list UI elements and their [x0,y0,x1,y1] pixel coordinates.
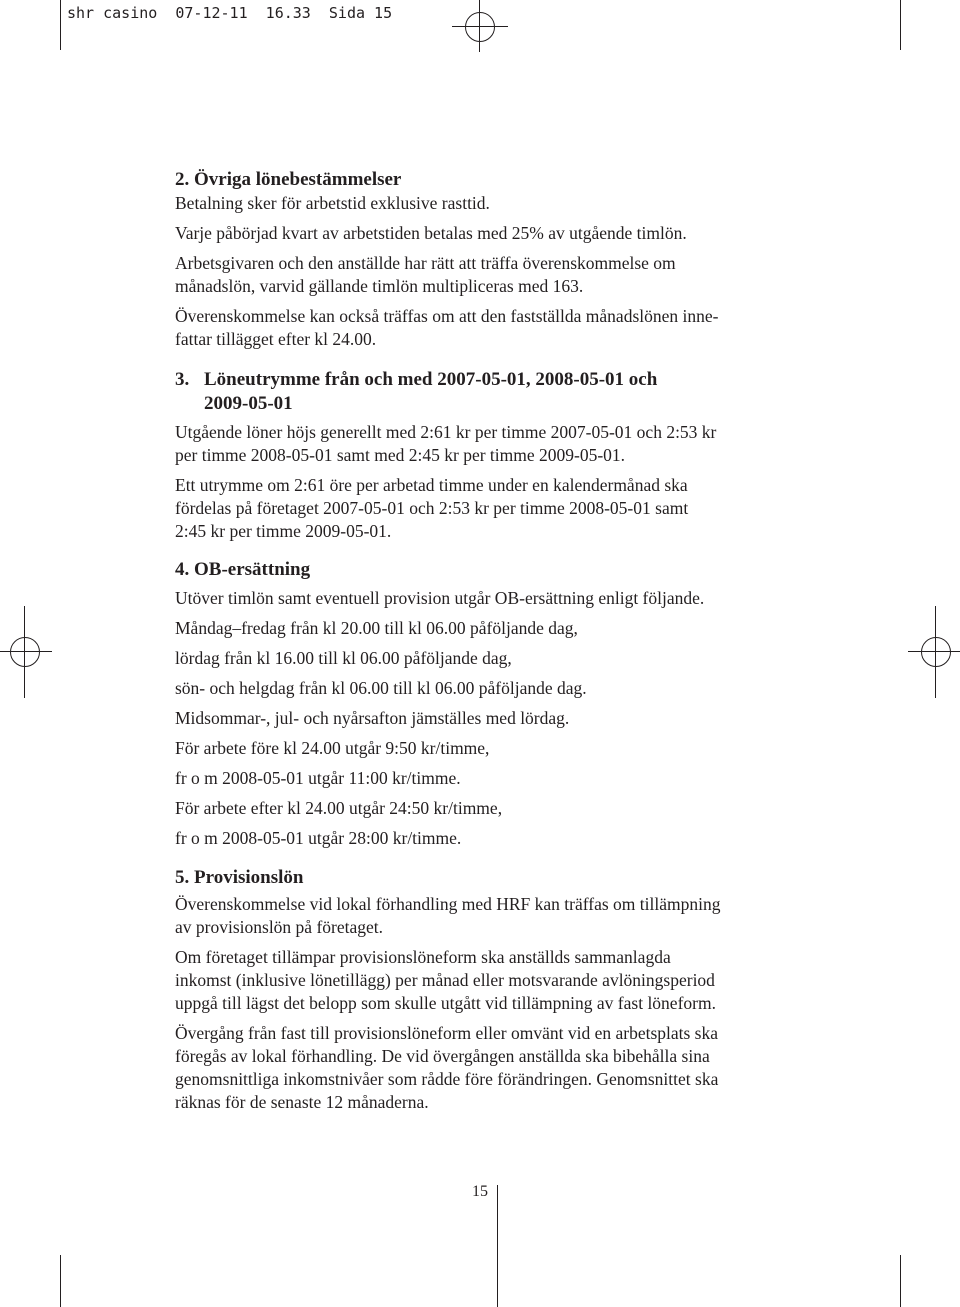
paragraph-line: föregås av lokal förhandling. De vid övergången anställda ska bibehålla sina [175,1046,710,1066]
ob-line: Utöver timlön samt eventuell provision utgår OB-ersättning enligt följande. [175,588,705,608]
crop-mark-bottom-right [900,1255,901,1307]
registration-circle-icon [921,637,951,667]
paragraph-line: Arbetsgivaren och den anställde har rätt att träffa överenskommelse om [175,253,676,273]
ob-line: För arbete före kl 24.00 utgår 9:50 kr/timme, [175,738,490,758]
section-heading [175,368,795,416]
crop-mark-top-right [900,0,901,50]
ob-line: lördag från kl 16.00 till kl 06.00 påföljande dag, [175,648,512,668]
paragraph-line: Utgående löner höjs generellt med 2:61 kr per timme 2007-05-01 och 2:53 kr [175,422,717,442]
page-number: 15 [472,1183,488,1200]
paragraph-line: genomsnittliga inkomstnivåer som rådde före förändringen. Genomsnittet ska [175,1069,719,1089]
registration-hline [452,26,508,27]
section-5 [175,866,795,1114]
paragraph-line: Överenskommelse vid lokal förhandling med HRF kan träffas om tillämpning [175,894,721,914]
paragraph-line: Övergång från fast till provisionslöneform eller omvänt vid en arbetsplats ska [175,1023,719,1043]
paragraph: Varje påbörjad kvart av arbetstiden betalas med 25% av utgående timlön. [175,223,687,243]
section-heading: 2. Övriga lönebestämmelser [175,169,402,190]
section-heading: 5. Provisionslön [175,867,304,888]
section-number: 3. [175,369,190,390]
registration-vline [935,606,936,698]
ob-line: Måndag–fredag från kl 20.00 till kl 06.00 påföljande dag, [175,618,578,638]
section-title-line: 2009-05-01 [204,393,293,414]
print-slug: shr casino 07-12-11 16.33 Sida 15 [67,4,393,22]
paragraph-line: uppgå till lägst det belopp som skulle utgått vid tillämpning av fast löneform. [175,993,716,1013]
registration-hline [0,651,52,652]
registration-vline [479,0,480,52]
ob-line: fr o m 2008-05-01 utgår 11:00 kr/timme. [175,768,461,788]
section-3 [175,368,795,543]
paragraph-line: fattar tillägget efter kl 24.00. [175,329,377,349]
paragraph-line: Om företaget tillämpar provisionslöneform ska anställds sammanlagda [175,947,671,967]
paragraph-line: per timme 2008-05-01 samt med 2:45 kr per timme 2009-05-01. [175,445,626,465]
paragraph-line: 2:45 kr per timme 2009-05-01. [175,521,392,541]
crop-mark-bottom-center [497,1185,498,1307]
section-title-line: Löneutrymme från och med 2007-05-01, 2008-05-01 och [204,369,658,390]
section-2 [175,168,795,351]
ob-line: fr o m 2008-05-01 utgår 28:00 kr/timme. [175,828,462,848]
paragraph-line: räknas för de senaste 12 månaderna. [175,1092,429,1112]
section-title [204,368,657,416]
paragraph-line: av provisionslön på företaget. [175,917,384,937]
registration-circle-icon [465,12,495,42]
paragraph: Betalning sker för arbetstid exklusive rasttid. [175,193,490,213]
paragraph-line: månadslön, varvid gällande timlön multipliceras med 163. [175,276,584,296]
registration-circle-icon [10,637,40,667]
section-4 [175,557,795,853]
paragraph-line: Överenskommelse kan också träffas om att den fastställda månadslönen inne- [175,306,719,326]
section-heading: 4. OB-ersättning [175,559,311,580]
ob-line: Midsommar-, jul- och nyårsafton jämställes med lördag. [175,708,570,728]
document-body [175,168,795,1114]
crop-mark-top-left [60,0,61,50]
paragraph-line: fördelas på företaget 2007-05-01 och 2:53 kr per timme 2008-05-01 samt [175,498,689,518]
registration-vline [24,606,25,698]
ob-line: För arbete efter kl 24.00 utgår 24:50 kr/timme, [175,798,503,818]
ob-line: sön- och helgdag från kl 06.00 till kl 06.00 påföljande dag. [175,678,587,698]
paragraph-line: inkomst (inklusive lönetillägg) per månad eller motsvarande avlöningsperiod [175,970,715,990]
registration-hline [908,651,960,652]
paragraph-line: Ett utrymme om 2:61 öre per arbetad timme under en kalendermånad ska [175,475,688,495]
crop-mark-bottom-left [60,1255,61,1307]
